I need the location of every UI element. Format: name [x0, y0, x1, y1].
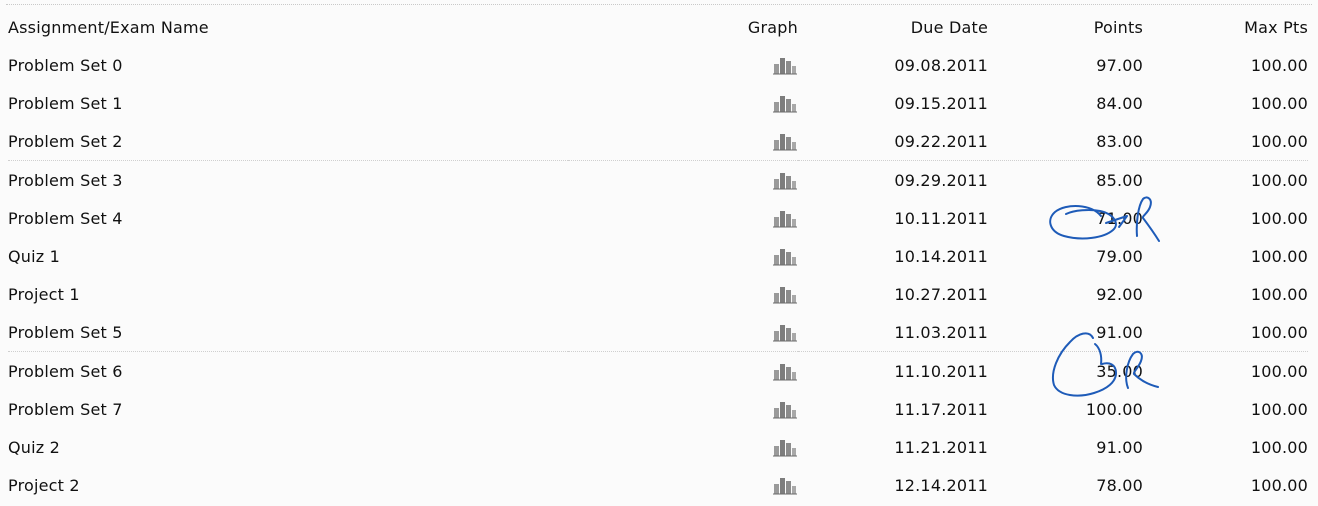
- due-date: 11.17.2011: [894, 399, 988, 419]
- max-points-value: 100.00: [1250, 437, 1308, 457]
- max-points-value: 100.00: [1143, 352, 1308, 391]
- bar-chart-icon-svg: [772, 246, 798, 266]
- graph-cell: [568, 428, 798, 466]
- graph-cell: [568, 352, 798, 391]
- assignment-name[interactable]: Problem Set 4: [8, 208, 123, 228]
- bar-chart-icon[interactable]: [772, 55, 798, 75]
- bar-chart-icon[interactable]: [772, 399, 798, 419]
- bar-chart-icon-svg: [772, 170, 798, 190]
- points-value: 35.00: [988, 352, 1143, 391]
- max-points-value: 100.00: [1250, 93, 1308, 113]
- bar-chart-icon-svg: [772, 475, 798, 495]
- assignment-name[interactable]: Problem Set 1: [8, 93, 123, 113]
- due-date: 09.15.2011: [894, 93, 988, 113]
- assignment-name[interactable]: Quiz 1: [8, 246, 61, 266]
- max-points-value: 100.00: [1250, 322, 1308, 342]
- table-row: [8, 428, 1308, 466]
- top-divider: [6, 4, 1312, 5]
- table-row: [8, 199, 1308, 237]
- points-value: 78.00: [1096, 475, 1143, 495]
- column-header-points[interactable]: Points: [1093, 17, 1143, 37]
- max-points-value: 100.00: [1250, 475, 1308, 495]
- table-row: [8, 237, 1308, 275]
- bar-chart-icon[interactable]: [772, 93, 798, 113]
- assignment-name[interactable]: Problem Set 2: [8, 131, 123, 151]
- table-row: [8, 466, 1308, 504]
- bar-chart-icon-svg: [772, 437, 798, 457]
- table-row: [8, 161, 1308, 200]
- assignment-name[interactable]: Problem Set 7: [8, 399, 123, 419]
- assignment-name[interactable]: Problem Set 6: [8, 352, 568, 391]
- column-header-max-pts[interactable]: Max Pts: [1244, 17, 1308, 37]
- bar-chart-icon-svg: [772, 131, 798, 151]
- bar-chart-icon[interactable]: [772, 437, 798, 457]
- due-date: 10.14.2011: [894, 246, 988, 266]
- points-value: 79.00: [1096, 246, 1143, 266]
- graph-cell: [568, 313, 798, 352]
- table-row: [8, 275, 1308, 313]
- points-value: 91.00: [1096, 437, 1143, 457]
- max-points-value: 100.00: [1143, 161, 1308, 200]
- max-points-value: 100.00: [1250, 131, 1308, 151]
- assignment-name[interactable]: Problem Set 3: [8, 161, 568, 200]
- table-row: [8, 352, 1308, 391]
- table-row: [8, 390, 1308, 428]
- bar-chart-icon-svg: [772, 361, 798, 381]
- column-header-due-date[interactable]: Due Date: [910, 17, 988, 37]
- table-row: [8, 122, 1308, 161]
- assignment-name[interactable]: Project 1: [8, 284, 80, 304]
- graph-cell: [568, 46, 798, 84]
- due-date: 10.11.2011: [894, 208, 988, 228]
- graph-cell: [568, 199, 798, 237]
- bar-chart-icon-svg: [772, 399, 798, 419]
- bar-chart-icon[interactable]: [772, 208, 798, 228]
- due-date: 09.29.2011: [798, 161, 988, 200]
- max-points-value: 100.00: [1250, 55, 1308, 75]
- column-header-graph[interactable]: Graph: [747, 17, 798, 37]
- bar-chart-icon[interactable]: [772, 361, 798, 381]
- bar-chart-icon[interactable]: [772, 246, 798, 266]
- assignment-name[interactable]: Quiz 2: [8, 437, 61, 457]
- due-date: 10.27.2011: [894, 284, 988, 304]
- table-row: [8, 313, 1308, 352]
- due-date: 11.21.2011: [894, 437, 988, 457]
- table-header: [8, 8, 1308, 46]
- grades-table: [8, 8, 1308, 504]
- due-date: 11.03.2011: [894, 322, 988, 342]
- points-value: 97.00: [1096, 55, 1143, 75]
- points-value: 71.00: [1096, 208, 1143, 228]
- bar-chart-icon[interactable]: [772, 284, 798, 304]
- bar-chart-icon-svg: [772, 208, 798, 228]
- bar-chart-icon-svg: [772, 284, 798, 304]
- due-date: 12.14.2011: [894, 475, 988, 495]
- graph-cell: [568, 161, 798, 200]
- assignment-name[interactable]: Problem Set 5: [8, 322, 123, 342]
- max-points-value: 100.00: [1250, 399, 1308, 419]
- column-header-name[interactable]: Assignment/Exam Name: [8, 17, 209, 37]
- graph-cell: [568, 122, 798, 161]
- graph-cell: [568, 390, 798, 428]
- points-value: 91.00: [1096, 322, 1143, 342]
- table-row: [8, 84, 1308, 122]
- max-points-value: 100.00: [1250, 284, 1308, 304]
- graph-cell: [568, 466, 798, 504]
- bar-chart-icon-svg: [772, 322, 798, 342]
- points-value: 83.00: [1096, 131, 1143, 151]
- graph-cell: [568, 84, 798, 122]
- points-value: 92.00: [1096, 284, 1143, 304]
- table-body: [8, 46, 1308, 504]
- bar-chart-icon[interactable]: [772, 322, 798, 342]
- bar-chart-icon[interactable]: [772, 170, 798, 190]
- due-date: 09.08.2011: [894, 55, 988, 75]
- points-value: 84.00: [1096, 93, 1143, 113]
- max-points-value: 100.00: [1250, 208, 1308, 228]
- assignment-name[interactable]: Problem Set 0: [8, 55, 123, 75]
- bar-chart-icon[interactable]: [772, 475, 798, 495]
- points-value: 85.00: [988, 161, 1143, 200]
- graph-cell: [568, 275, 798, 313]
- bar-chart-icon[interactable]: [772, 131, 798, 151]
- points-value: 100.00: [1085, 399, 1143, 419]
- table-row: [8, 46, 1308, 84]
- due-date: 09.22.2011: [894, 131, 988, 151]
- header-row: [8, 8, 1308, 46]
- max-points-value: 100.00: [1250, 246, 1308, 266]
- due-date: 11.10.2011: [798, 352, 988, 391]
- graph-cell: [568, 237, 798, 275]
- assignment-name[interactable]: Project 2: [8, 475, 80, 495]
- bar-chart-icon-svg: [772, 93, 798, 113]
- bar-chart-icon-svg: [772, 55, 798, 75]
